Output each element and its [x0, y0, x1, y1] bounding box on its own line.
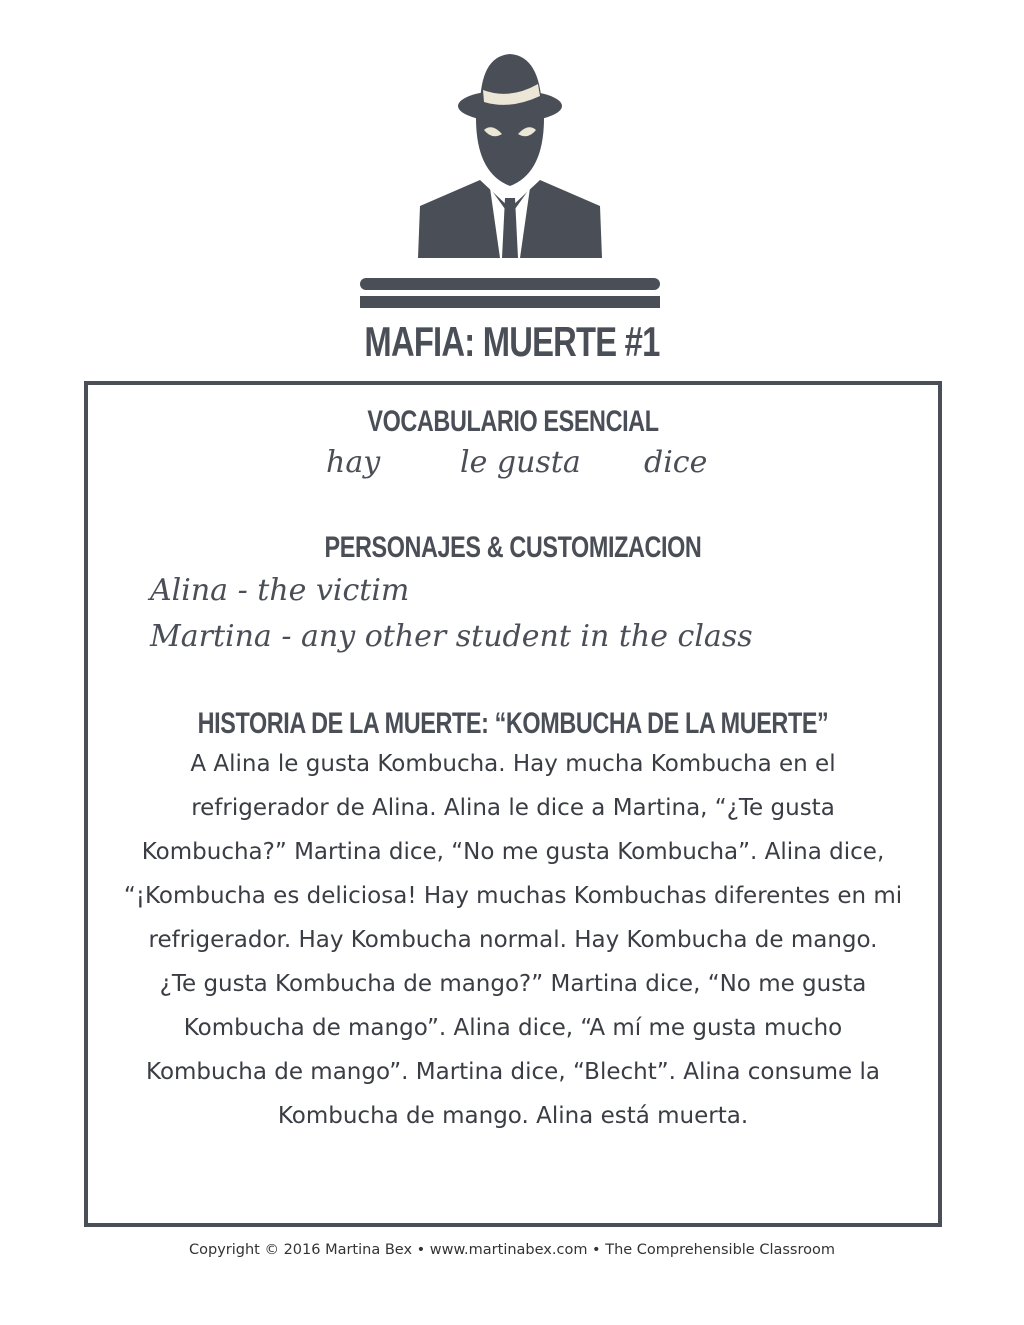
story-text — [108, 742, 918, 1138]
page-title: MAFIA: MUERTE #1 — [364, 318, 660, 365]
story-line: ¿Te gusta Kombucha de mango?” Martina dice, “No me gusta — [159, 971, 867, 997]
story-line: Kombucha de mango”. Alina dice, “A mí me gusta mucho — [183, 1015, 843, 1041]
story-line: Kombucha de mango. Alina está muerta. — [277, 1103, 749, 1129]
story-line: refrigerador. Hay Kombucha normal. Hay Kombucha de mango. — [148, 927, 878, 953]
character-line: Martina - any other student in the class — [150, 619, 753, 654]
vocab-word: le gusta — [460, 445, 581, 480]
story-line: A Alina le gusta Kombucha. Hay mucha Kombucha en el — [190, 751, 836, 777]
story-line: “¡Kombucha es deliciosa! Hay muchas Kombuchas diferentes en mi — [123, 883, 903, 909]
copyright-footer: Copyright © 2016 Martina Bex • www.martinabex.com • The Comprehensible Classroom — [189, 1242, 835, 1258]
vocab-list — [88, 445, 938, 495]
vocab-word: dice — [644, 445, 708, 480]
vocab-word: hay — [326, 445, 381, 480]
story-line: Kombucha de mango”. Martina dice, “Blecht”. Alina consume la — [146, 1059, 880, 1085]
content-box — [84, 381, 942, 1227]
character-line: Alina - the victim — [150, 573, 410, 608]
mafia-gangster-icon — [350, 48, 670, 308]
story-line: Kombucha?” Martina dice, “No me gusta Kombucha”. Alina dice, — [141, 839, 885, 865]
characters-heading: PERSONAJES & CUSTOMIZACION — [324, 531, 702, 564]
story-heading: HISTORIA DE LA MUERTE: “KOMBUCHA DE LA MUERTE” — [197, 707, 829, 740]
vocab-heading: VOCABULARIO ESENCIAL — [367, 405, 659, 438]
story-line: refrigerador de Alina. Alina le dice a Martina, “¿Te gusta — [191, 795, 835, 821]
